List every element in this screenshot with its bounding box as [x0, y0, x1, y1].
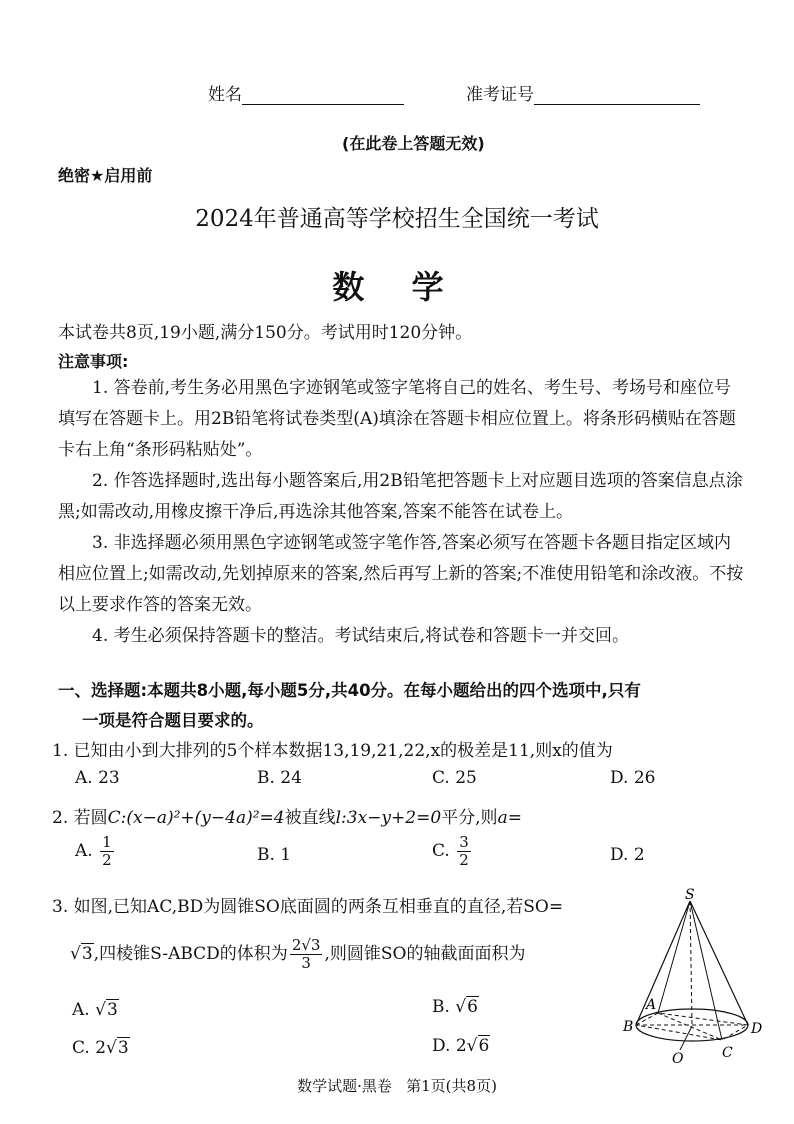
- q2-var: a=: [497, 808, 522, 828]
- edge-so: [690, 901, 692, 1025]
- edge-sa: [658, 901, 690, 1013]
- q1-option-a: A. 23: [75, 768, 120, 788]
- q3-sqrt-value: 3: [81, 944, 93, 964]
- fraction-numerator: 2√3: [291, 936, 321, 954]
- fraction-numerator: 3: [459, 833, 469, 851]
- q3-text-1: 如图,已知AC,BD为圆锥SO底面圆的两条互相垂直的直径,若SO=: [73, 897, 564, 917]
- note-4: 4. 考生必须保持答题卡的整洁。考试结束后,将试卷和答题卡一并交回。: [92, 626, 630, 646]
- q3-option-c: C. 2√3: [72, 1038, 129, 1058]
- section-heading: 一、选择题:本题共8小题,每小题5分,共40分。在每小题给出的四个选项中,只有: [58, 681, 641, 700]
- label-a: A: [646, 997, 657, 1013]
- page-footer: 数学试题·黑卷 第1页(共8页): [297, 1077, 497, 1095]
- q2-option-a: [75, 834, 116, 869]
- name-blank[interactable]: [242, 86, 404, 105]
- cone-slant-right: [690, 901, 748, 1025]
- q3-option-a-label: A.: [72, 1000, 90, 1020]
- exam-id-blank[interactable]: [534, 86, 700, 105]
- q2-option-c-label: C.: [432, 841, 450, 861]
- q3-option-b-label: B.: [432, 997, 450, 1017]
- q2-text-c: 平分,则: [441, 808, 498, 828]
- name-field[interactable]: [208, 80, 404, 105]
- q2-option-a-fraction: [100, 834, 114, 869]
- confidential-mark: 绝密★启用前: [58, 166, 153, 185]
- q2-option-b: B. 1: [257, 845, 292, 865]
- name-label: 姓名: [208, 85, 242, 105]
- q3-option-b: B. √6: [432, 997, 478, 1017]
- q2-text-b: 被直线: [284, 808, 336, 828]
- q1-option-d: D. 26: [610, 768, 656, 788]
- q2-text-a: 若圆: [73, 808, 108, 828]
- fraction-denominator: 2: [459, 851, 469, 869]
- label-d: D: [751, 1021, 763, 1037]
- q3-option-c-label: C. 2: [72, 1038, 107, 1058]
- note-1: 1. 答卷前,考生务必用黑色字迹钢笔或签字笔将自己的姓名、考生号、考场号和座位号填写在答题卡上。用2B铅笔将试卷类型(A)填涂在答题卡相应位置上。将条形码横贴在答题卡右上角“条形码粘贴处”。: [58, 378, 736, 460]
- label-o: O: [672, 1051, 684, 1067]
- q3-option-d-value: 6: [478, 1036, 490, 1056]
- fraction-numerator: 1: [102, 833, 112, 851]
- note-3: 3. 非选择题必须用黑色字迹钢笔或签字笔作答,答案必须写在答题卡各题目指定区域内相应位置上;如需改动,先划掉原来的答案,然后再写上新的答案;不准使用铅笔和涂改液。不按以上要求作答的答案无效。: [58, 533, 744, 615]
- exam-id-field[interactable]: [466, 80, 700, 105]
- fraction-denominator: 3: [301, 954, 311, 972]
- q3-option-b-value: 6: [467, 997, 478, 1017]
- q3-text-2b: ,则圆锥SO的轴截面面积为: [324, 944, 526, 964]
- q3-option-d: D. 2√6: [432, 1036, 490, 1056]
- q2-option-d: D. 2: [610, 845, 645, 865]
- label-b: B: [623, 1019, 634, 1035]
- q2-option-a-label: A.: [75, 841, 93, 861]
- q2-option-c: [432, 834, 473, 869]
- exam-summary: 本试卷共8页,19小题,满分150分。考试用时120分钟。: [58, 323, 473, 343]
- q3-stem-line1: [52, 892, 563, 917]
- sqrt-sign: √: [70, 944, 81, 964]
- q3-volume-fraction: [290, 937, 323, 972]
- q3-number: 3.: [52, 897, 69, 917]
- label-c: C: [722, 1045, 733, 1061]
- notes-title: 注意事项:: [58, 352, 129, 371]
- q2-stem: [52, 803, 522, 828]
- section-heading-cont: 一项是符合题目要求的。: [82, 711, 264, 730]
- label-s: S: [685, 887, 695, 903]
- cone-figure: [620, 885, 770, 1070]
- q3-option-a: A. √3: [72, 1000, 118, 1020]
- q2-option-c-fraction: [457, 834, 471, 869]
- exam-title: 2024年普通高等学校招生全国统一考试: [195, 206, 599, 232]
- exam-id-label: 准考证号: [466, 85, 534, 105]
- subject-title: 数 学: [332, 268, 462, 306]
- note-2: 2. 作答选择题时,选出每小题答案后,用2B铅笔把答题卡上对应题目选项的答案信息点涂黑;如需改动,用橡皮擦干净后,再选涂其他答案,答案不能答在试卷上。: [58, 471, 743, 522]
- q3-option-c-value: 3: [117, 1038, 129, 1058]
- fraction-denominator: 2: [102, 851, 112, 869]
- q3-option-a-value: 3: [106, 1000, 118, 1020]
- o-pointer: [680, 1026, 692, 1050]
- q3-option-d-label: D. 2: [432, 1036, 467, 1056]
- q3-text-2a: ,四棱锥S-ABCD的体积为: [93, 944, 288, 964]
- q1-option-b: B. 24: [257, 768, 302, 788]
- q2-line-eq: l:3x−y+2=0: [335, 808, 442, 828]
- cone-slant-left: [636, 901, 690, 1025]
- q3-stem-line2: [70, 937, 525, 972]
- q1-option-c: C. 25: [432, 768, 477, 788]
- q2-number: 2.: [52, 808, 69, 828]
- q1-stem: 1. 已知由小到大排列的5个样本数据13,19,21,22,x的极差是11,则x的值为: [52, 741, 613, 761]
- q2-circle-eq: C:(x−a)²+(y−4a)²=4: [107, 808, 285, 828]
- invalid-notice: (在此卷上答题无效): [342, 134, 485, 153]
